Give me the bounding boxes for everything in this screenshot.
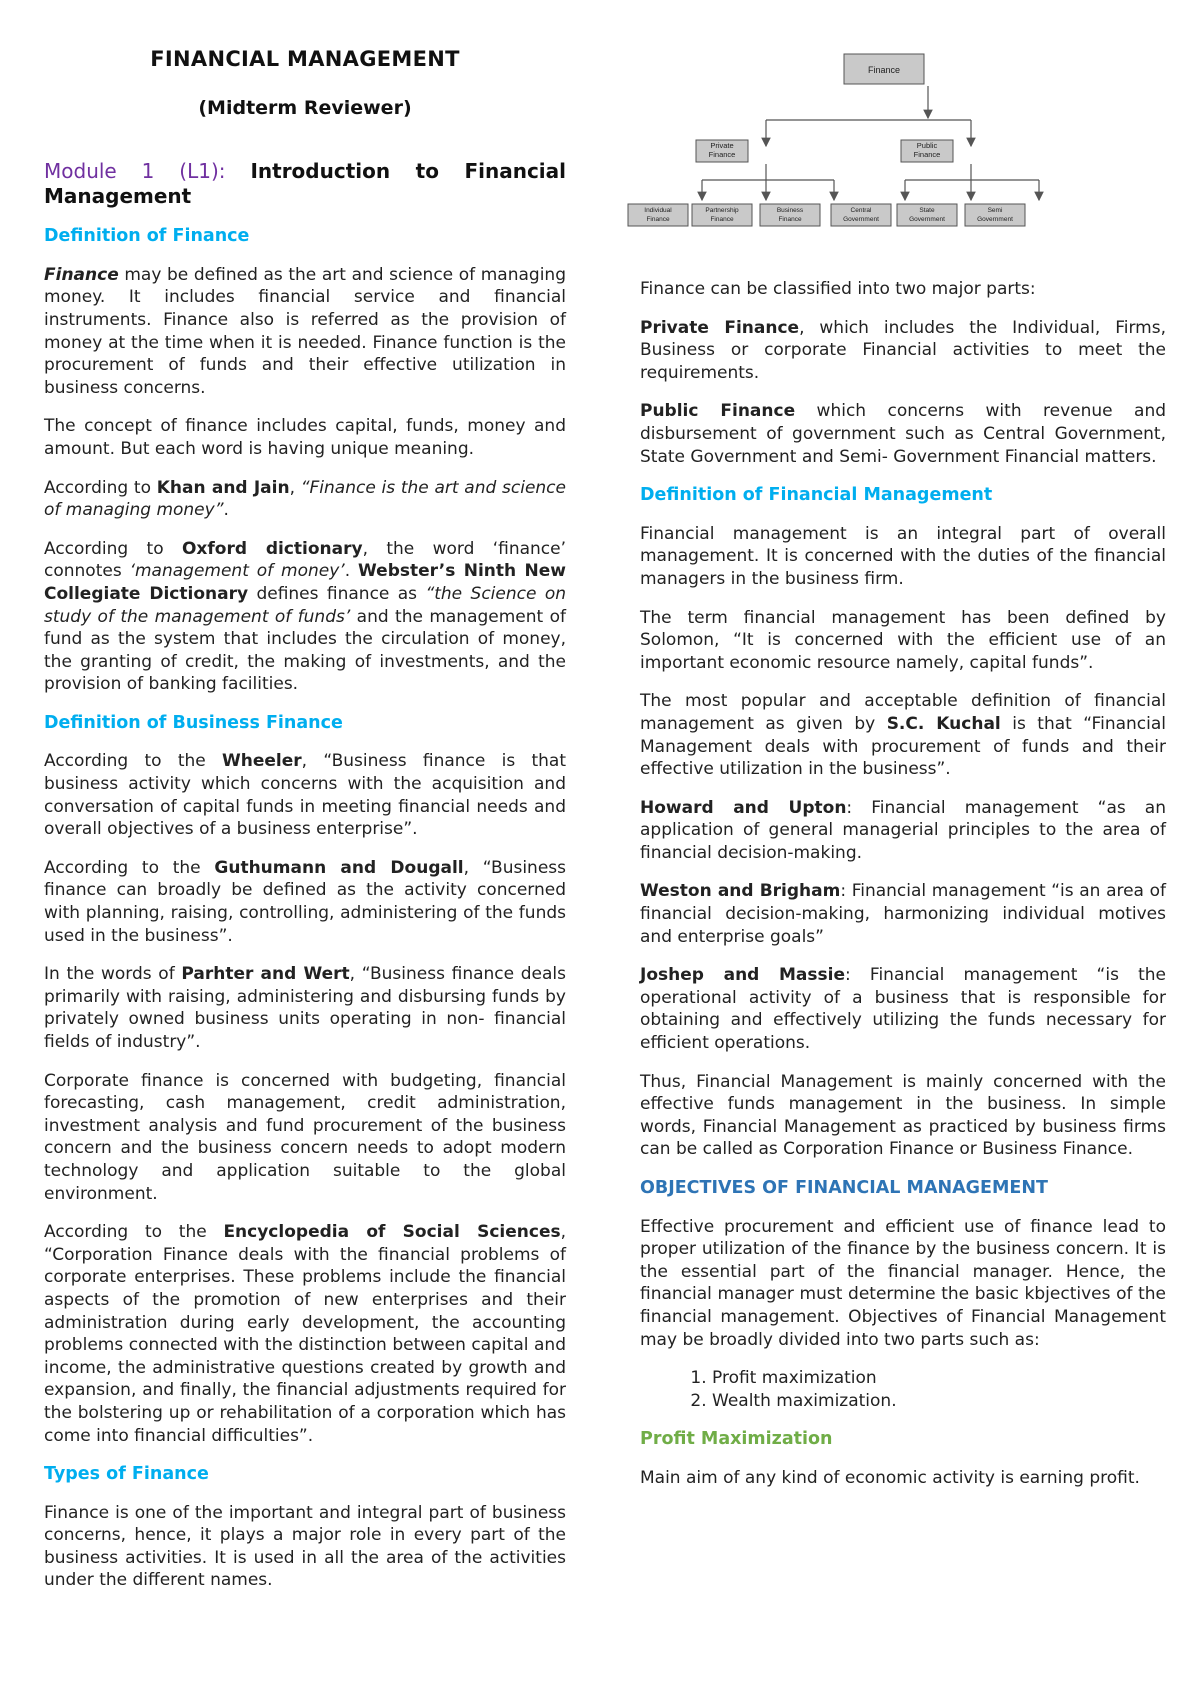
paragraph-public-finance: Public Finance which concerns with revenue and disbursement of government such as Central Government, State Government and Semi- Government Financial matters. [640, 401, 1167, 467]
document-title: FINANCIAL MANAGEMENT [150, 47, 460, 71]
heading-definition-of-business-finance: Definition of Business Finance [44, 712, 343, 733]
paragraph-howard-and-upton: Howard and Upton: Financial management “as an application of general managerial principles to the area of financial decision-making. [640, 797, 1166, 863]
node-central-government-label: Central [850, 207, 872, 214]
node-semi-government-label: Government [977, 216, 1013, 223]
paragraph-finance-definition: Finance may be defined as the art and science of managing money. It includes financial service and financial instruments. Finance also is referred as the provision of money at the time when it is needed. Finance function is the procurement of funds and their effective utilization in business concerns. [44, 264, 566, 398]
heading-definition-of-financial-management: Definition of Financial Management [640, 485, 993, 506]
node-central-government-label: Government [843, 216, 879, 223]
node-public-finance-label: Finance [913, 150, 941, 159]
paragraph-types-of-finance: Finance is one of the important and integral part of business concerns, hence, it plays a major role in every part of the business activities. It is used in all the area of the activities under the different names. [44, 1502, 566, 1591]
module-title: Introduction to Financial Management [44, 159, 567, 209]
node-private-finance-label: Private [710, 141, 734, 150]
paragraph-main-aim: Main aim of any kind of economic activity is earning profit. [640, 1467, 1140, 1488]
paragraph-wheeler: According to the Wheeler, “Business finance is that business activity which concerns with the acquisition and conversation of capital funds in meeting financial needs and overall objectives of a business enterprise”. [44, 751, 566, 840]
paragraph-finance-classified: Finance can be classified into two major parts: [640, 279, 1036, 299]
module-number: Module 1 (L1): [44, 159, 226, 184]
node-state-government [897, 204, 957, 226]
paragraph-effective-procurement: Effective procurement and efficient use of finance lead to proper utilization of the finance by the business concern. It is the essential part of the financial manager. Hence, the financial manager must determine the basic kbjectives of the financial management. Objectives of Financial Management may be broadly divided into two parts such as: [640, 1216, 1166, 1350]
node-public-finance [901, 140, 953, 162]
module-heading [44, 159, 566, 209]
node-finance [844, 54, 924, 84]
node-partnership-finance [692, 204, 752, 226]
paragraph-private-finance: Private Finance, which includes the Individual, Firms, Business or corporate Financial activities to meet the requirements. [640, 317, 1166, 383]
node-individual-finance-label: Finance [646, 216, 670, 223]
paragraph-weston-and-brigham: Weston and Brigham: Financial management “is an area of financial decision-making, harmonizing individual motives and enterprise goals” [640, 881, 1166, 947]
document-subtitle: (Midterm Reviewer) [198, 96, 412, 119]
node-semi-government [965, 204, 1025, 226]
paragraph-thus-fm: Thus, Financial Management is mainly concerned with the effective funds management in the business. In simple words, Financial Management as practiced by business firms can be called as Corporation Finance or Business Finance. [640, 1071, 1166, 1160]
paragraph-encyclopedia: According to the Encyclopedia of Social Sciences, “Corporation Finance deals with the financial problems of corporate enterprises. These problems include the financial aspects of the promotion of new enterprises and their administration during early development, the accounting problems connected with the distinction between capital and income, the administrative questions created by growth and expansion, and finally, the financial adjustments required for the bolstering up or rehabilitation of a corporation which has come into financial difficulties”. [44, 1222, 566, 1446]
node-individual-finance [628, 204, 688, 226]
list-item: 2. Wealth maximization. [712, 1390, 1166, 1413]
paragraph-corporate-finance: Corporate finance is concerned with budgeting, financial forecasting, cash management, credit administration, investment analysis and fund procurement of the business concern and the business concern needs to adopt modern technology and application suitable to the global environment. [44, 1070, 566, 1204]
diagram-svg [644, 50, 1134, 250]
node-public-finance-label: Public [916, 141, 938, 150]
diagram-nodes [628, 54, 1025, 226]
paragraph-sc-kuchal: The most popular and acceptable definition of financial management as given by S.C. Kuchal is that “Financial Management deals with procurement of funds and their effective utilization in the business”. [640, 691, 1166, 780]
list-item: 1. Profit maximization [712, 1367, 1166, 1390]
node-state-government-label: Government [909, 216, 945, 223]
node-private-finance [696, 140, 748, 162]
node-business-finance-label: Business [776, 207, 804, 214]
node-individual-finance-label: Individual [644, 207, 672, 214]
heading-objectives: OBJECTIVES OF FINANCIAL MANAGEMENT [640, 1178, 1048, 1198]
paragraph-guthumann-and-dougall: According to the Guthumann and Dougall, “Business finance can broadly be defined as the activity concerned with planning, raising, controlling, administering of the funds used in the business”. [44, 857, 567, 946]
node-semi-government-label: Semi [987, 207, 1003, 214]
paragraph-khan-and-jain: According to Khan and Jain, “Finance is the art and science of managing money”. [44, 477, 566, 521]
node-business-finance-label: Finance [778, 216, 802, 223]
finance-classification-diagram [644, 50, 1134, 250]
left-column [44, 44, 566, 1608]
diagram-connectors [702, 86, 1039, 200]
heading-definition-of-finance: Definition of Finance [44, 226, 250, 247]
right-column [640, 278, 1166, 1506]
node-partnership-finance-label: Finance [710, 216, 734, 223]
heading-types-of-finance: Types of Finance [44, 1464, 209, 1485]
node-business-finance [760, 204, 820, 226]
paragraph-solomon: The term financial management has been defined by Solomon, “It is concerned with the efficient use of an important economic resource namely, capital funds”. [640, 607, 1166, 673]
node-central-government [831, 204, 891, 226]
heading-profit-maximization: Profit Maximization [640, 1429, 833, 1450]
node-finance-label: Finance [867, 65, 901, 75]
paragraph-concept-of-finance: The concept of finance includes capital, funds, money and amount. But each word is having unique meaning. [44, 416, 566, 459]
paragraph-parhter-and-wert: In the words of Parhter and Wert, “Business finance deals primarily with raising, administering and disbursing funds by privately owned business units operating in non- financial fields of industry”. [44, 964, 566, 1052]
node-state-government-label: State [919, 207, 935, 214]
node-private-finance-label: Finance [708, 150, 736, 159]
paragraph-oxford-dictionary: According to Oxford dictionary, the word ‘finance’ connotes ‘management of money’. Webster’s Ninth New Collegiate Dictionary defines finance as “the Science on study of the management of funds’ and the management of fund as the system that includes the circulation of money, the granting of credit, the making of investments, and the provision of banking facilities. [44, 538, 567, 695]
node-partnership-finance-label: Partnership [705, 207, 739, 214]
paragraph-fm-integral: Financial management is an integral part of overall management. It is concerned with the duties of the financial managers in the business firm. [640, 523, 1166, 589]
paragraph-joshep-and-massie: Joshep and Massie: Financial management “is the operational activity of a business that is responsible for obtaining and effectively utilizing the funds necessary for efficient operations. [640, 965, 1166, 1054]
objectives-list [640, 1367, 1166, 1412]
